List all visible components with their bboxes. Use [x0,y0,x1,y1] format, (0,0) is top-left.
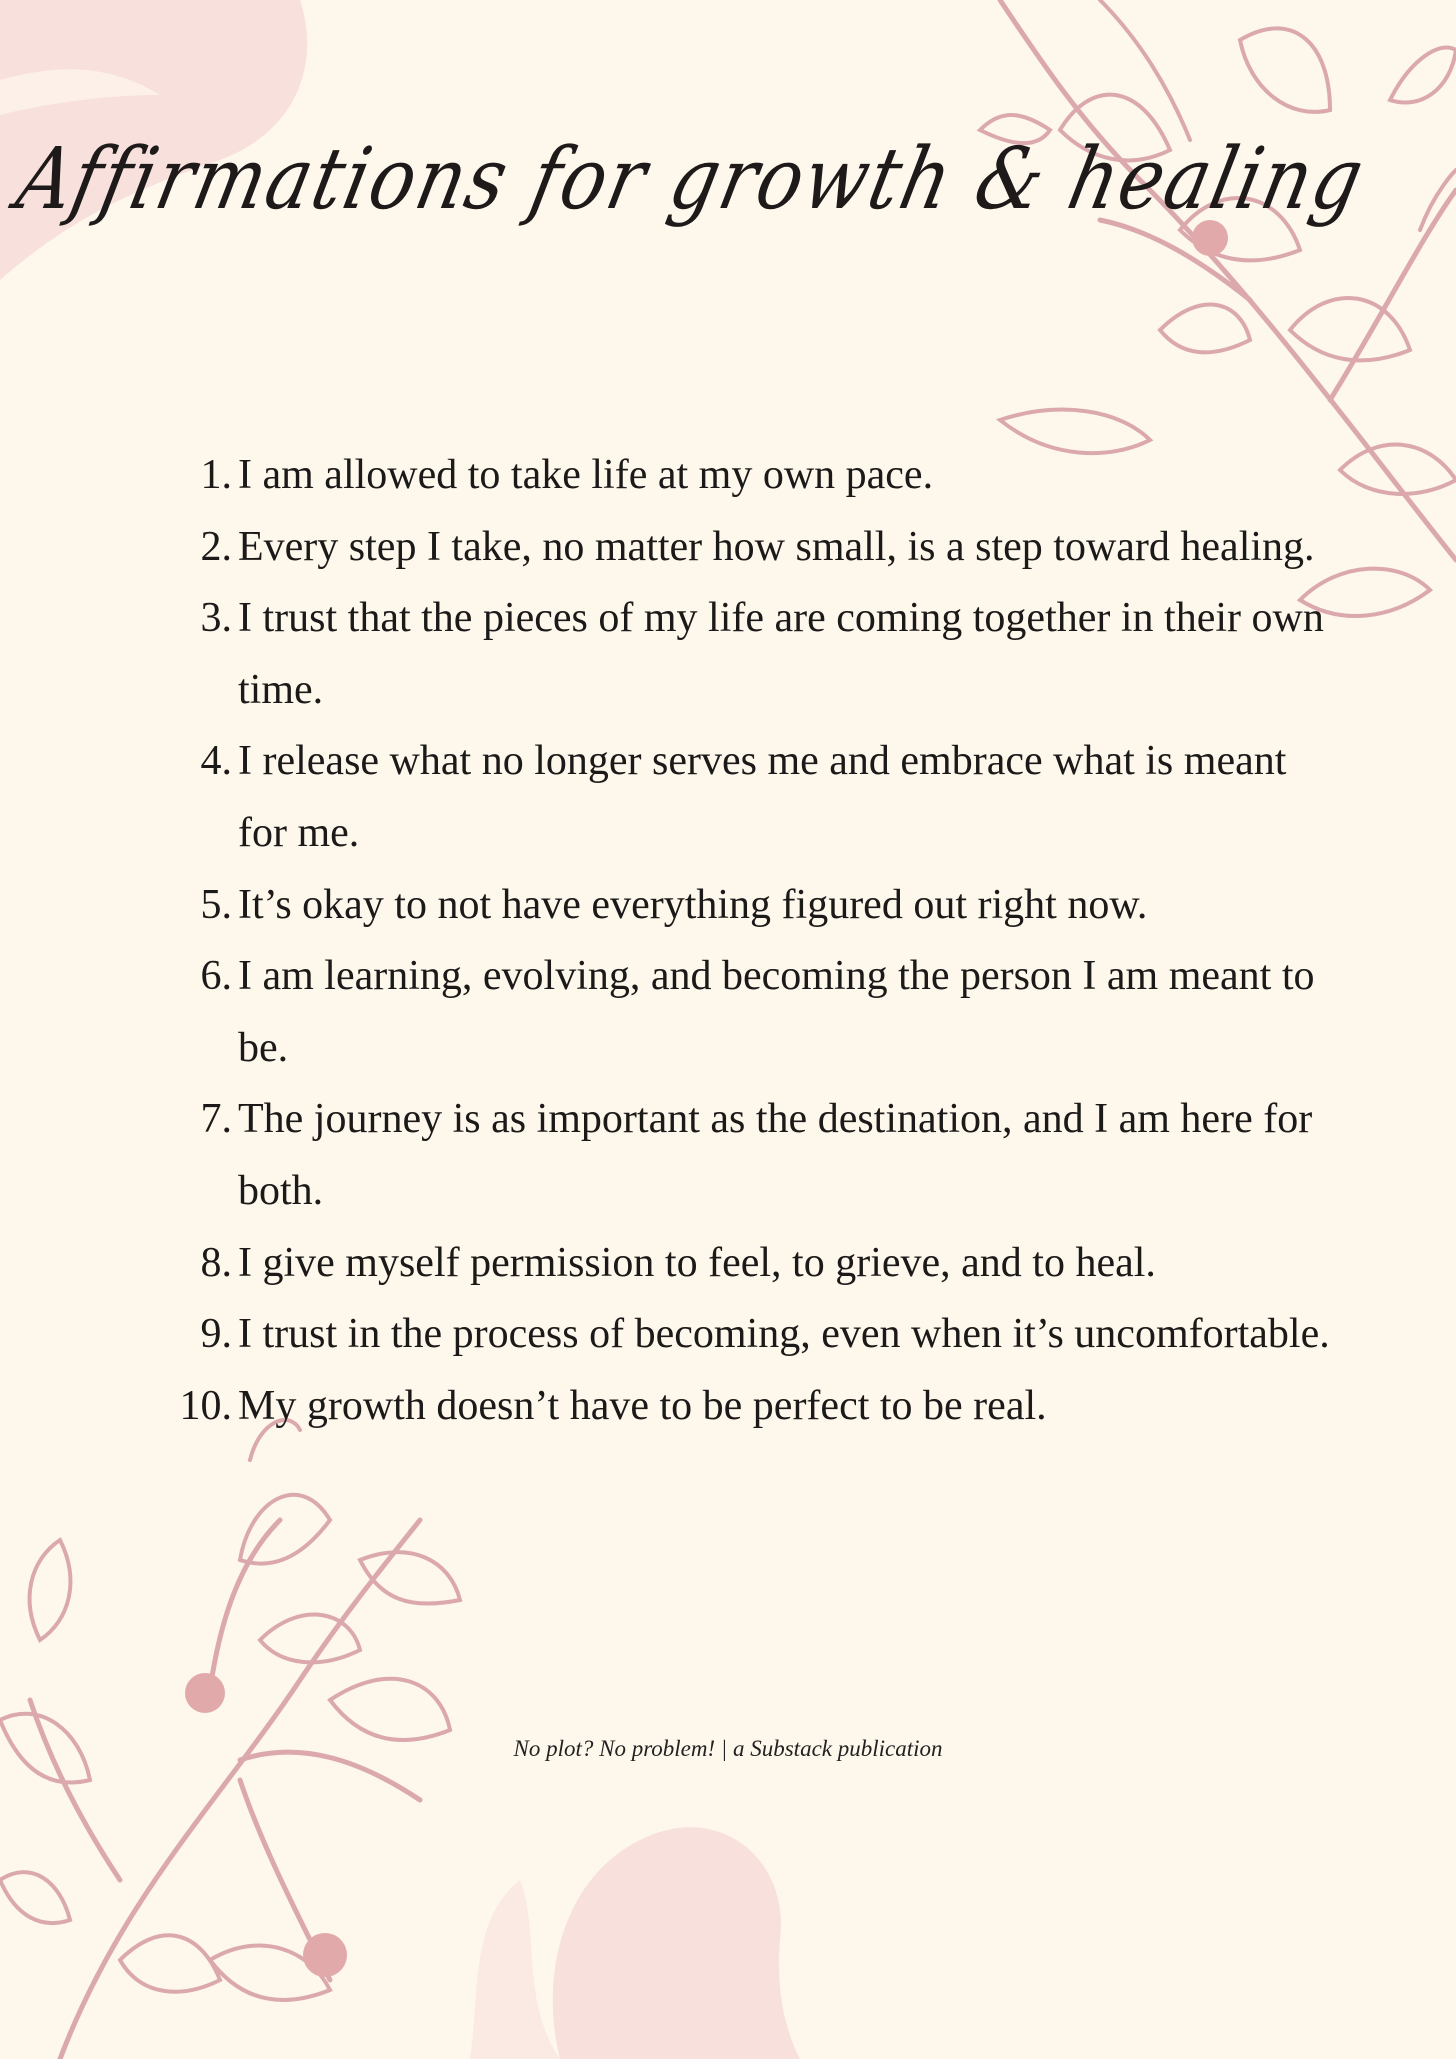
item-number: 2. [200,523,232,570]
list-item [170,512,1340,584]
item-text: I give myself permission to feel, to grieve, and to heal. [238,1239,1156,1286]
item-text: I am learning, evolving, and becoming the person I am meant to be. [238,953,1315,1071]
berry [303,1933,347,1977]
item-text: The journey is as important as the destination, and I am here for both. [238,1096,1313,1214]
item-text: I trust in the process of becoming, even when it’s uncomfortable. [238,1311,1330,1358]
page-title: Affirmations for growth & healing [8,130,1374,229]
item-number: 5. [200,881,232,928]
item-text: It’s okay to not have everything figured out right now. [238,881,1148,928]
bottom-center-blob [553,1827,800,2059]
list-item [170,1371,1340,1443]
publication-credit: No plot? No problem! | a Substack publication [513,1736,943,1761]
list-item [170,1299,1340,1371]
item-number: 3. [200,595,232,642]
item-number: 9. [200,1311,232,1358]
list-item [170,726,1340,869]
item-number: 10. [179,1382,232,1429]
list-item [170,1084,1340,1227]
item-number: 7. [200,1096,232,1143]
list-item [170,1228,1340,1300]
item-number: 1. [200,452,232,498]
affirmations-list [170,440,1340,1442]
list-item [170,440,1340,512]
bottom-center-blob-2 [470,1880,560,2059]
item-text: I am allowed to take life at my own pace. [238,452,934,498]
item-text: I trust that the pieces of my life are coming together in their own time. [238,595,1324,713]
item-text: My growth doesn’t have to be perfect to be real. [238,1382,1047,1429]
item-number: 8. [200,1239,232,1286]
item-text: Every step I take, no matter how small, is a step toward healing. [238,523,1315,570]
berry [185,1673,225,1713]
list-item [170,583,1340,726]
item-number: 4. [200,738,232,785]
item-number: 6. [200,953,232,1000]
list-item [170,941,1340,1084]
item-text: I release what no longer serves me and embrace what is meant for me. [238,738,1287,856]
list-item [170,870,1340,942]
